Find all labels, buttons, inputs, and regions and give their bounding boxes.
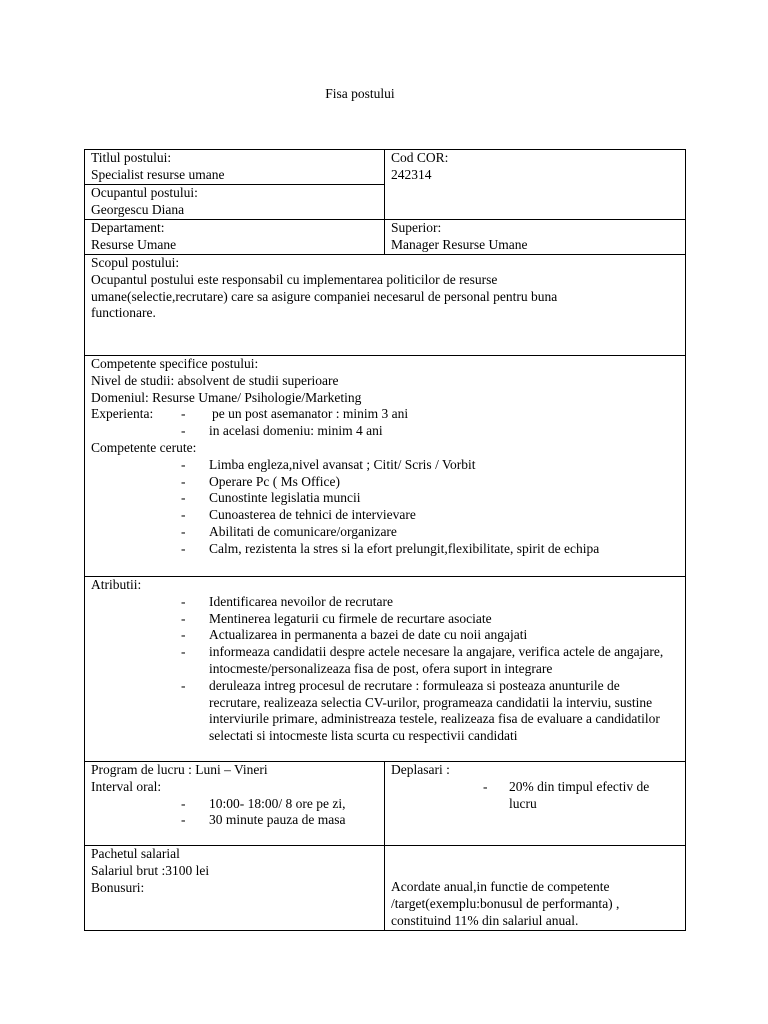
scop-text: Ocupantul postului este responsabil cu implementarea politicilor de resurse umane(selectie,recrutare) care sa asigure companiei necesarul de personal pentru buna functionare. — [91, 271, 558, 321]
experienta-dash: - — [181, 423, 186, 439]
pachet-label: Pachetul salarial — [91, 846, 180, 861]
cell-deplasari — [385, 762, 686, 846]
cell-scop — [85, 255, 686, 356]
titlu-value: Specialist resurse umane — [91, 166, 225, 182]
list-item: - Abilitati de comunicare/organizare — [181, 524, 679, 541]
cell-titlu — [85, 150, 385, 185]
experienta-item: pe un post asemanator : minim 3 ani — [212, 406, 409, 422]
atributii-label: Atributii: — [91, 577, 142, 592]
atributii-list — [91, 594, 679, 745]
bonusuri-label: Bonusuri: — [91, 879, 145, 895]
list-item: - Cunostinte legislatia muncii — [181, 490, 679, 507]
cell-competente — [85, 356, 686, 577]
domeniul-line: Domeniul: Resurse Umane/ Psihologie/Marketing — [91, 389, 362, 405]
cell-bonusuri — [385, 846, 686, 931]
experienta-line-2 — [91, 423, 679, 440]
list-item: - Mentinerea legaturii cu firmele de recurtare asociate — [181, 611, 664, 628]
competente-heading: Competente specifice postului: — [91, 356, 259, 371]
experienta-item: in acelasi domeniu: minim 4 ani — [209, 423, 383, 439]
studii-line: Nivel de studii: absolvent de studii superioare — [91, 372, 339, 388]
list-item: - informeaza candidatii despre actele necesare la angajare, verifica actele de angajare, intocmeste/personalizeaza fisa de post, ofera suport in integrare — [181, 644, 664, 678]
dept-label: Departament: — [91, 220, 165, 235]
experienta-dash: - — [181, 406, 186, 422]
titlu-label: Titlul postului: — [91, 150, 172, 165]
list-item: - Identificarea nevoilor de recrutare — [181, 594, 664, 611]
list-item: - 30 minute pauza de masa — [181, 812, 378, 829]
ocupant-value: Georgescu Diana — [91, 201, 185, 217]
experienta-label: Experienta: — [91, 406, 154, 422]
salariu-line: Salariul brut :3100 lei — [91, 862, 210, 878]
list-item: - 10:00- 18:00/ 8 ore pe zi, — [181, 796, 378, 813]
deplasari-list — [391, 779, 679, 813]
list-item: - Cunoasterea de tehnici de intervievare — [181, 507, 679, 524]
deplasari-label: Deplasari : — [391, 762, 450, 777]
document-title: Fisa postului — [325, 86, 395, 101]
list-item: - 20% din timpul efectiv de lucru — [483, 779, 659, 813]
list-item: - Calm, rezistenta la stres si la efort prelungit,flexibilitate, spirit de echipa — [181, 541, 679, 558]
cerute-list — [91, 457, 679, 558]
superior-label: Superior: — [391, 220, 442, 235]
list-item: - Operare Pc ( Ms Office) — [181, 474, 679, 491]
cerute-label: Competente cerute: — [91, 439, 197, 455]
list-item: - deruleaza intreg procesul de recrutare : formuleaza si posteaza anunturile de recrutare, realizeaza selectia CV-urilor, programeaza candidatii la interviu, sustine interviurile primare, administreaza testele, realizeaza fisa de evaluare a candidatilor selectati si intocmeste lista scurta cu respectivii candidati — [181, 678, 664, 745]
cod-label: Cod COR: — [391, 150, 449, 165]
cell-program — [85, 762, 385, 846]
scop-label: Scopul postului: — [91, 255, 180, 270]
interval-list — [91, 796, 378, 830]
list-item: - Limba engleza,nivel avansat ; Citit/ Scris / Vorbit — [181, 457, 679, 474]
bonusuri-text: Acordate anual,in functie de competente /target(exemplu:bonusul de performanta) , constituind 11% din salariul anual. — [391, 879, 620, 928]
superior-value: Manager Resurse Umane — [391, 236, 528, 252]
list-item: - Actualizarea in permanenta a bazei de date cu noii angajati — [181, 627, 664, 644]
interval-label: Interval oral: — [91, 778, 162, 794]
experienta-line-1 — [91, 406, 679, 423]
cell-pachet — [85, 846, 385, 931]
cod-value: 242314 — [391, 166, 432, 182]
ocupant-label: Ocupantul postului: — [91, 185, 198, 200]
job-description-table — [84, 149, 686, 931]
cell-cod-cor — [385, 150, 686, 220]
dept-value: Resurse Umane — [91, 236, 177, 252]
cell-atributii — [85, 577, 686, 762]
cell-superior — [385, 220, 686, 255]
cell-departament — [85, 220, 385, 255]
cell-ocupant — [85, 185, 385, 220]
program-line: Program de lucru : Luni – Vineri — [91, 762, 268, 777]
